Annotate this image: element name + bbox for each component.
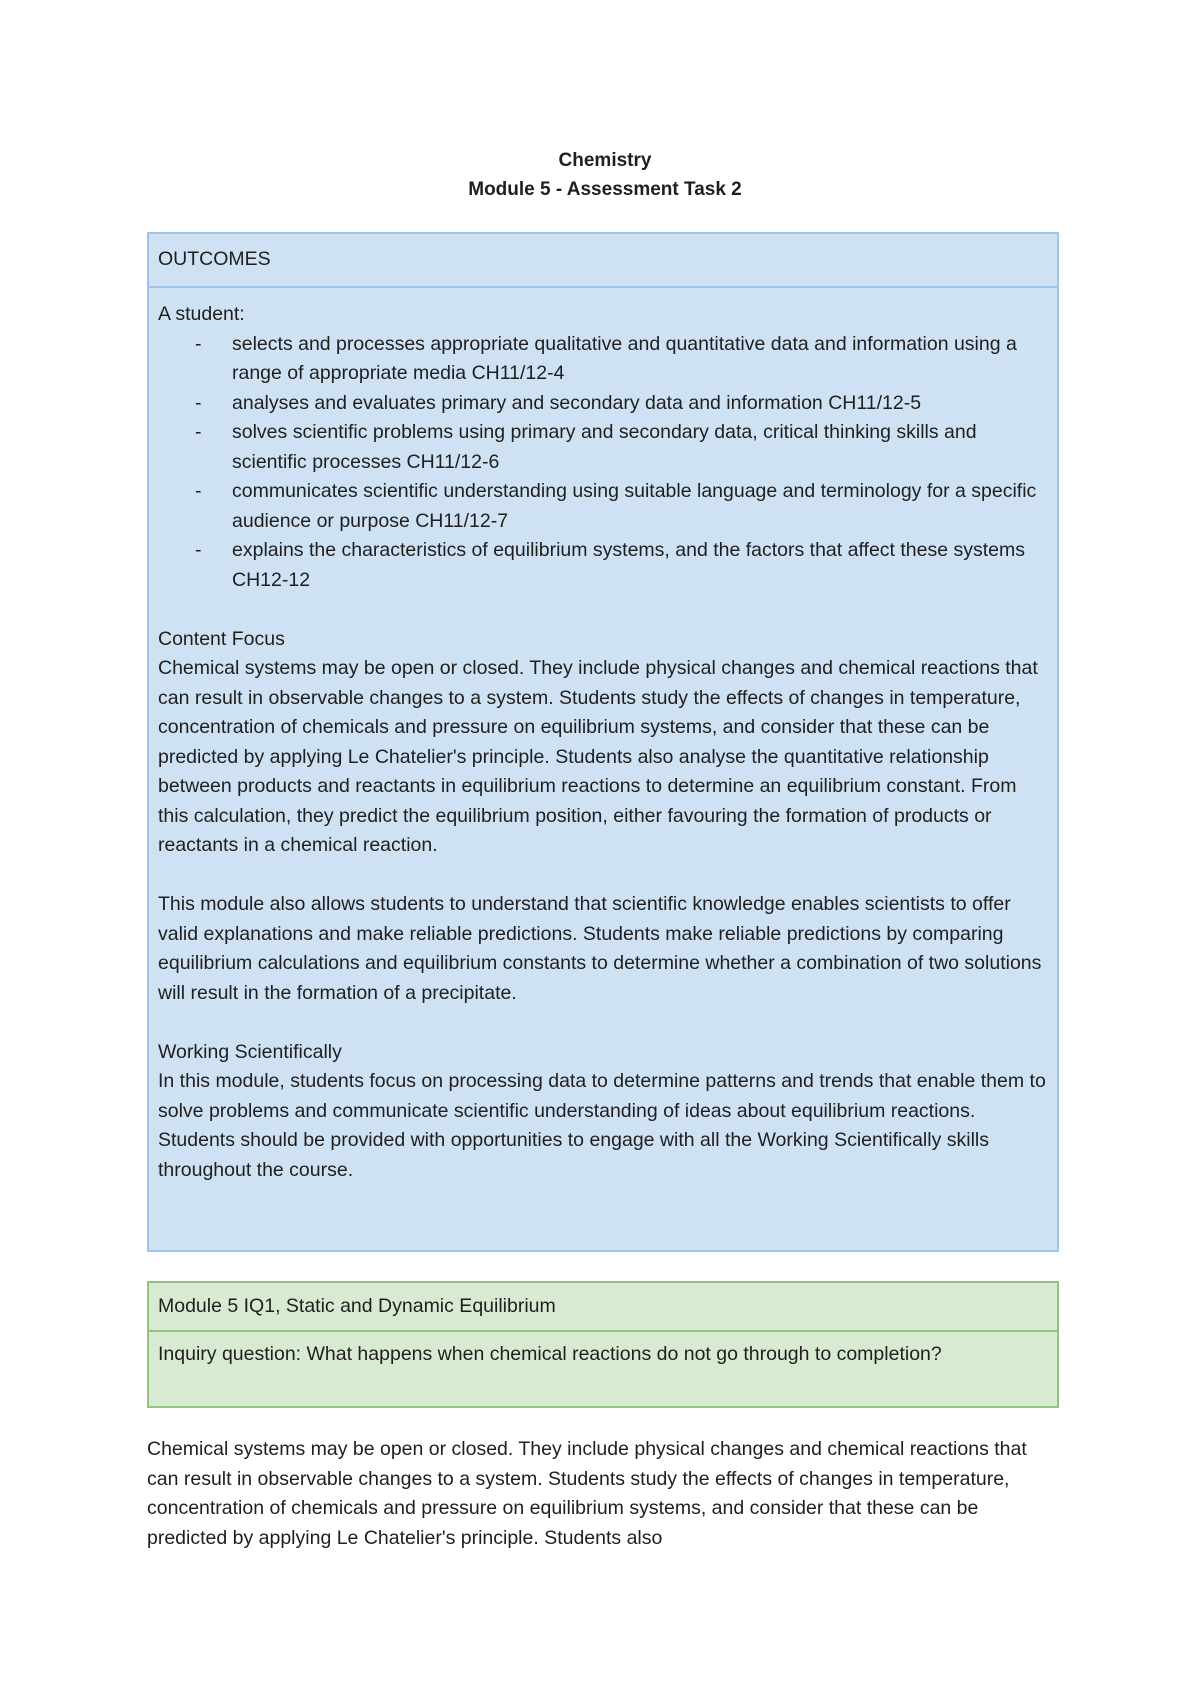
bullet-dash: - [195, 391, 202, 414]
subject-title: Chemistry [558, 150, 652, 171]
document-header [147, 146, 1063, 204]
outcomes-body-cell [149, 288, 1057, 1185]
bullet-dash: - [195, 539, 202, 561]
bullet-dash: - [195, 480, 202, 502]
content-focus-paragraph-2: This module also allows students to understand that scientific knowledge enables scientists to offer valid explanations and make reliable predictions. Students make reliable predictions by comparing equilibrium calculations and equilibrium constants to determine whether a combination of two solutions will result in the formation of a precipitate. [158, 893, 1042, 1004]
outcome-item: - solves scientific problems using primary and secondary data, critical thinking skills and scientific processes CH11/12-6 [158, 418, 1048, 477]
inquiry-heading: Module 5 IQ1, Static and Dynamic Equilibrium [158, 1294, 556, 1317]
bullet-dash: - [195, 421, 202, 443]
inquiry-heading-cell [149, 1283, 1057, 1332]
outcomes-list [158, 330, 1048, 596]
body-paragraph: Chemical systems may be open or closed. They include physical changes and chemical reactions that can result in observable changes to a system. Students study the effects of changes in temperature, concentration of chemicals and pressure on equilibrium systems, and consider that these can be predicted by applying Le Chatelier's principle. Students also [147, 1438, 1027, 1549]
outcome-item: - analyses and evaluates primary and secondary data and information CH11/12-5 [158, 389, 1048, 419]
outcomes-heading-cell [149, 234, 1057, 288]
outcome-item: - explains the characteristics of equilibrium systems, and the factors that affect these systems CH12-12 [158, 536, 1048, 595]
working-scientifically-heading: Working Scientifically [158, 1040, 342, 1063]
outcome-item: - selects and processes appropriate qualitative and quantitative data and information using a range of appropriate media CH11/12-4 [158, 330, 1048, 389]
outcomes-heading: OUTCOMES [158, 248, 271, 271]
outcomes-intro: A student: [158, 303, 245, 325]
working-scientifically-text: In this module, students focus on processing data to determine patterns and trends that enable them to solve problems and communicate scientific understanding of ideas about equilibrium reactions. Students should be provided with opportunities to engage with all the Working Scientifically skills throughout the course. [158, 1070, 1046, 1181]
inquiry-question: Inquiry question: What happens when chemical reactions do not go through to completion? [158, 1343, 942, 1365]
inquiry-box [147, 1281, 1059, 1408]
inquiry-question-cell [149, 1332, 1057, 1367]
bullet-dash: - [195, 332, 202, 355]
content-focus-paragraph-1: Chemical systems may be open or closed. They include physical changes and chemical reactions that can result in observable changes to a system. Students study the effects of changes in temperature, concentration of chemicals and pressure on equilibrium systems, and consider that these can be predicted by applying Le Chatelier's principle. Students also analyse the quantitative relationship between products and reactants in equilibrium reactions to determine an equilibrium constant. From this calculation, they predict the equilibrium position, either favouring the formation of products or reactants in a chemical reaction. [158, 657, 1038, 856]
outcome-item: - communicates scientific understanding using suitable language and terminology for a specific audience or purpose CH11/12-7 [158, 477, 1048, 536]
content-focus-heading: Content Focus [158, 627, 285, 650]
task-title: Module 5 - Assessment Task 2 [468, 179, 742, 200]
outcomes-box [147, 232, 1059, 1252]
